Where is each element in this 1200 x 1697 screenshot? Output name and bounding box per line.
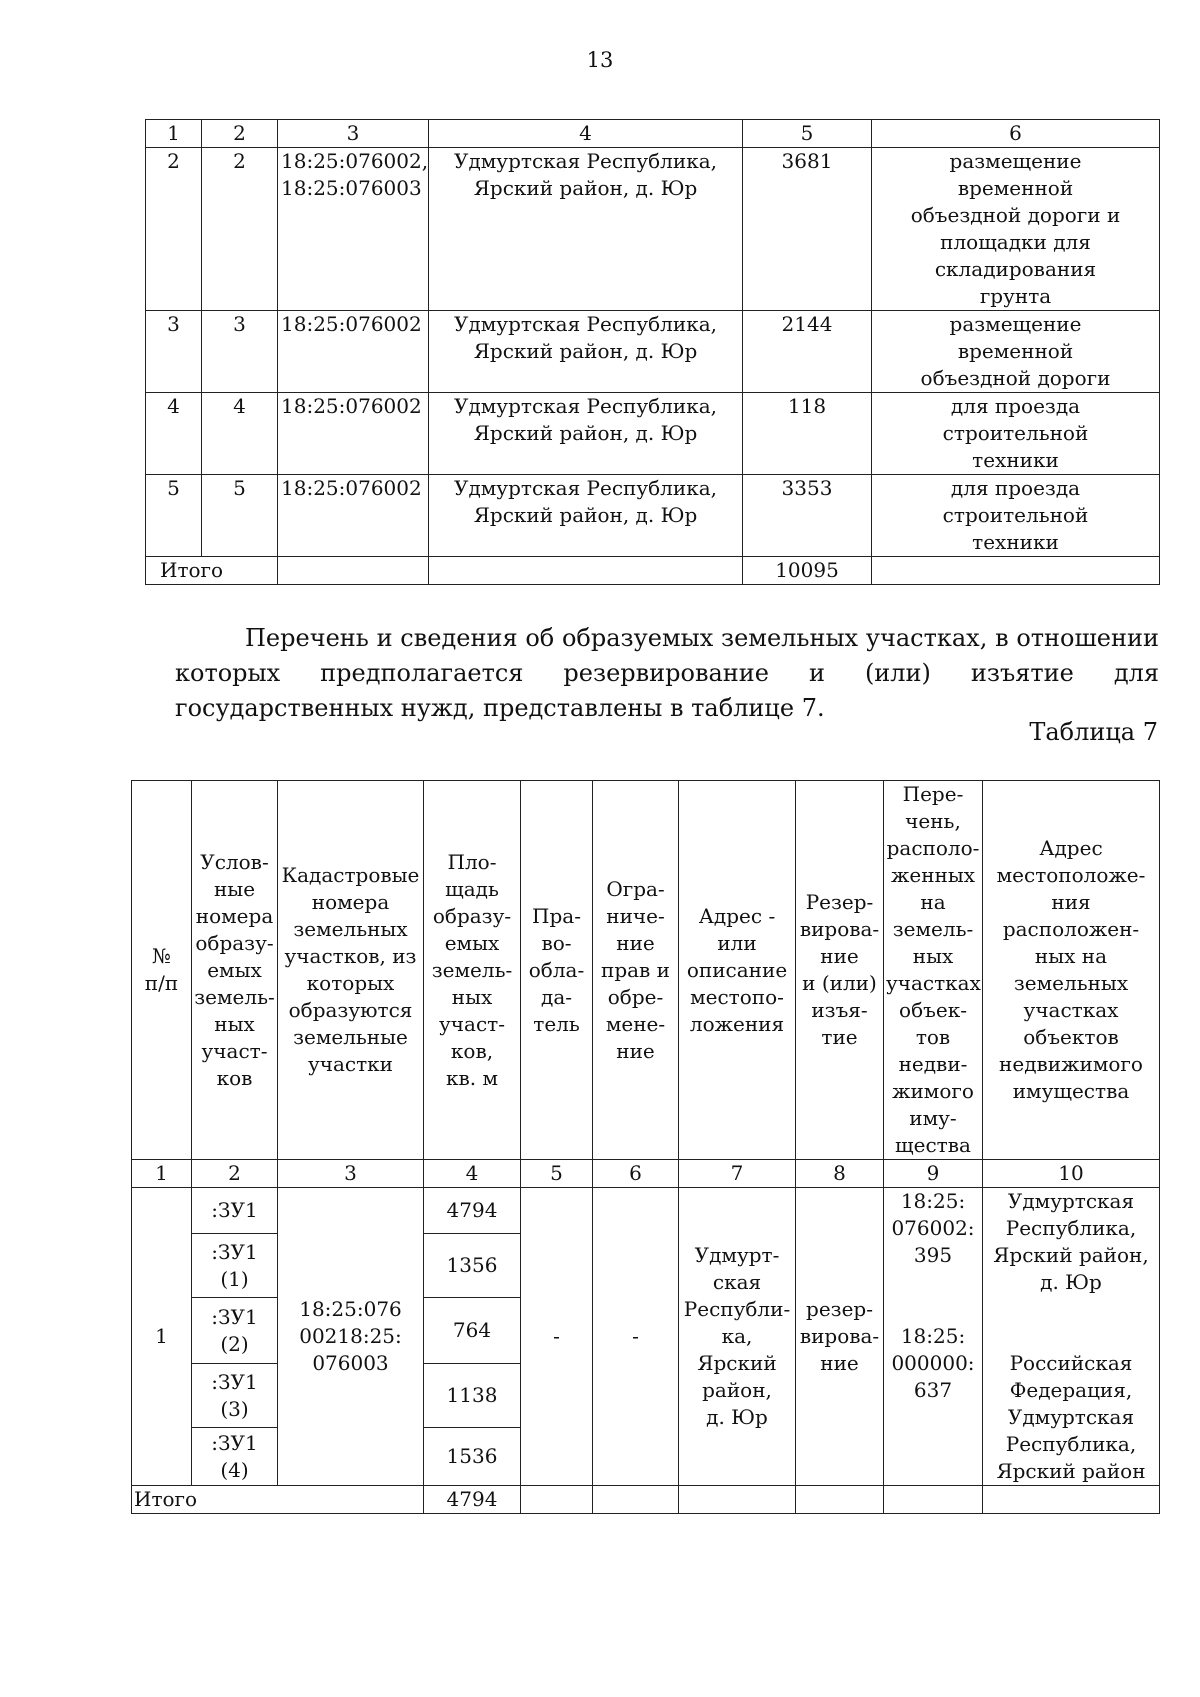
header-cell-3: Кадастровые номера земельных участков, из которых образуются земельные участки xyxy=(278,781,424,1160)
real-estate-objects xyxy=(884,1188,983,1486)
empty-cell xyxy=(521,1486,593,1514)
column-number: 3 xyxy=(278,1160,424,1188)
cadastral-number: 18:25:076002 xyxy=(278,393,429,475)
row-number: 3 xyxy=(146,311,202,393)
column-number: 1 xyxy=(146,120,202,148)
area: 2144 xyxy=(743,311,872,393)
plot-area: 1138 xyxy=(424,1364,521,1428)
total-value: 10095 xyxy=(743,557,872,585)
plot-area: 764 xyxy=(424,1298,521,1364)
plot-label: :ЗУ1 (2) xyxy=(192,1298,278,1364)
object-address: Удмуртская Республика, Ярский район, д. Юр xyxy=(993,1189,1149,1294)
column-number: 4 xyxy=(424,1160,521,1188)
total-row xyxy=(132,1486,1160,1514)
total-label: Итого xyxy=(132,1486,424,1514)
column-number: 6 xyxy=(872,120,1160,148)
spacer xyxy=(886,1269,980,1323)
column-number: 3 xyxy=(278,120,429,148)
column-number-row xyxy=(132,1160,1160,1188)
area: 3681 xyxy=(743,148,872,311)
table-row xyxy=(146,475,1160,557)
page-number: 13 xyxy=(586,48,614,72)
empty-cell xyxy=(429,557,743,585)
plot-number: 4 xyxy=(202,393,278,475)
empty-cell xyxy=(884,1486,983,1514)
purpose: размещение временной объездной дороги xyxy=(872,311,1160,393)
table-row xyxy=(146,148,1160,311)
column-number: 7 xyxy=(679,1160,796,1188)
column-number: 2 xyxy=(202,120,278,148)
header-cell-4: Пло- щадь образу- емых земель- ных участ- ков, кв. м xyxy=(424,781,521,1160)
area: 118 xyxy=(743,393,872,475)
column-number: 5 xyxy=(743,120,872,148)
plot-number: 2 xyxy=(202,148,278,311)
empty-cell xyxy=(679,1486,796,1514)
header-cell-8: Резер- вирова- ние и (или) изъя- тие xyxy=(796,781,884,1160)
plot-row xyxy=(132,1188,1160,1234)
plot-area: 4794 xyxy=(424,1188,521,1234)
cadastral-number: 18:25:076002 xyxy=(278,475,429,557)
plot-number: 3 xyxy=(202,311,278,393)
header-cell-5: Пра- во- обла- да- тель xyxy=(521,781,593,1160)
empty-cell xyxy=(593,1486,679,1514)
plot-label: :ЗУ1 (4) xyxy=(192,1428,278,1486)
address: Удмуртская Республика, Ярский район, д. Юр xyxy=(429,148,743,311)
column-number: 1 xyxy=(132,1160,192,1188)
row-number: 2 xyxy=(146,148,202,311)
row-number: 4 xyxy=(146,393,202,475)
plot-label: :ЗУ1 (3) xyxy=(192,1364,278,1428)
column-number: 4 xyxy=(429,120,743,148)
plot-label: :ЗУ1 (1) xyxy=(192,1234,278,1298)
header-cell-7: Адрес - или описание местопо- ложения xyxy=(679,781,796,1160)
column-number: 8 xyxy=(796,1160,884,1188)
column-number: 9 xyxy=(884,1160,983,1188)
table-row xyxy=(146,311,1160,393)
empty-cell xyxy=(796,1486,884,1514)
row-number: 1 xyxy=(132,1188,192,1486)
plot-label: :ЗУ1 xyxy=(192,1188,278,1234)
plot-area: 1536 xyxy=(424,1428,521,1486)
object-number: 18:25: 076002: 395 xyxy=(891,1189,975,1267)
plot-area: 1356 xyxy=(424,1234,521,1298)
restriction: - xyxy=(593,1188,679,1486)
area: 3353 xyxy=(743,475,872,557)
row-number: 5 xyxy=(146,475,202,557)
header-cell-6: Огра- ниче- ние прав и обре- мене- ние xyxy=(593,781,679,1160)
empty-cell xyxy=(983,1486,1160,1514)
table-7 xyxy=(131,780,1160,1514)
header-cell-9: Пере- чень, располо- женных на земель- ных участках объек- тов недви- жимого иму- щества xyxy=(884,781,983,1160)
cadastral-numbers: 18:25:076 00218:25: 076003 xyxy=(278,1188,424,1486)
table-row xyxy=(146,393,1160,475)
table-7-caption: Таблица 7 xyxy=(1029,718,1158,746)
total-row xyxy=(146,557,1160,585)
address: Удмуртская Республика, Ярский район, д. Юр xyxy=(429,311,743,393)
land-plots-table-continued xyxy=(145,119,1160,585)
column-number: 6 xyxy=(593,1160,679,1188)
object-number: 18:25: 000000: 637 xyxy=(891,1324,975,1402)
column-number: 10 xyxy=(983,1160,1160,1188)
purpose: размещение временной объездной дороги и площадки для складирования грунта xyxy=(872,148,1160,311)
object-address: Российская Федерация, Удмуртская Республика, Ярский район xyxy=(996,1351,1146,1483)
column-number: 2 xyxy=(192,1160,278,1188)
object-addresses xyxy=(983,1188,1160,1486)
purpose: для проезда строительной техники xyxy=(872,393,1160,475)
column-number: 5 xyxy=(521,1160,593,1188)
address: Удмуртская Республика, Ярский район, д. Юр xyxy=(429,475,743,557)
plot-number: 5 xyxy=(202,475,278,557)
total-value: 4794 xyxy=(424,1486,521,1514)
address: Удмуртская Республика, Ярский район, д. Юр xyxy=(429,393,743,475)
reservation: резер- вирова- ние xyxy=(796,1188,884,1486)
header-row xyxy=(132,781,1160,1160)
spacer xyxy=(985,1296,1157,1350)
rightholder: - xyxy=(521,1188,593,1486)
cadastral-number: 18:25:076002, 18:25:076003 xyxy=(278,148,429,311)
column-number-row xyxy=(146,120,1160,148)
header-cell-2: Услов- ные номера образу- емых земель- ных участ- ков xyxy=(192,781,278,1160)
intro-paragraph xyxy=(175,621,1159,726)
header-cell-1: № п/п xyxy=(132,781,192,1160)
intro-paragraph-text: Перечень и сведения об образуемых земельных участках, в отношении которых предполагается резервирование и (или) изъятие для государственных нужд, представлены в таблице 7. xyxy=(175,624,1159,722)
empty-cell xyxy=(872,557,1160,585)
plot-address: Удмурт- ская Республи- ка, Ярский район, д. Юр xyxy=(679,1188,796,1486)
purpose: для проезда строительной техники xyxy=(872,475,1160,557)
total-label: Итого xyxy=(146,557,278,585)
header-cell-10: Адрес местоположе- ния расположен- ных на земельных участках объектов недвижимого имущества xyxy=(983,781,1160,1160)
cadastral-number: 18:25:076002 xyxy=(278,311,429,393)
empty-cell xyxy=(278,557,429,585)
